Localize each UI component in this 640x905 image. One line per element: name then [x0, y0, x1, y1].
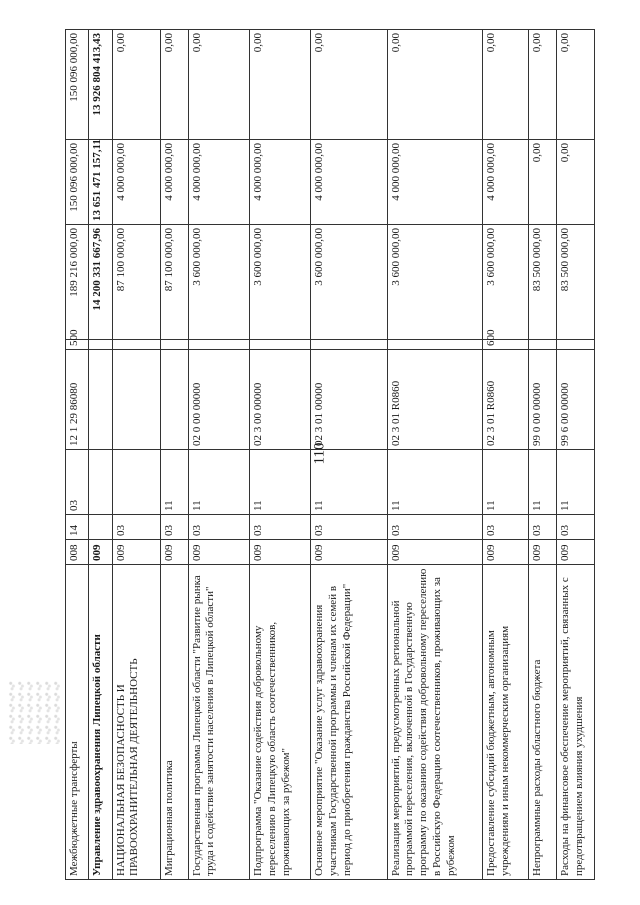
row-sum-1: 3 600 000,00	[482, 225, 529, 340]
row-csr	[161, 350, 189, 450]
row-rz: 03	[311, 515, 387, 540]
row-sum-1: 14 200 331 667,96	[89, 225, 112, 340]
row-sum-1: 83 500 000,00	[556, 225, 594, 340]
row-pr: 11	[556, 450, 594, 515]
row-rz: 03	[250, 515, 311, 540]
row-sum-2: 4 000 000,00	[482, 140, 529, 225]
row-vr: 600	[482, 340, 529, 350]
row-sum-2: 150 096 000,00	[66, 140, 89, 225]
row-grbs: 009	[161, 540, 189, 565]
table-row	[112, 30, 161, 880]
row-grbs: 009	[387, 540, 482, 565]
row-sum-3: 0,00	[529, 30, 557, 140]
row-sum-3: 0,00	[482, 30, 529, 140]
row-rz: 03	[556, 515, 594, 540]
row-name: Реализация мероприятий, предусмотренных региональной программой переселения, включенной в Государственную программу по оказанию содействия добровольному переселению в Российскую Федерацию соотечественников, проживающих за рубежом	[387, 565, 482, 880]
row-sum-3: 0,00	[556, 30, 594, 140]
row-sum-3: 150 096 000,00	[66, 30, 89, 140]
table-row	[529, 30, 557, 880]
row-name: НАЦИОНАЛЬНАЯ БЕЗОПАСНОСТЬ И ПРАВООХРАНИТЕЛЬНАЯ ДЕЯТЕЛЬНОСТЬ	[112, 565, 161, 880]
row-name: Управление здравоохранения Липецкой области	[89, 565, 112, 880]
row-sum-1: 3 600 000,00	[188, 225, 249, 340]
row-pr: 11	[188, 450, 249, 515]
row-name: Миграционная политика	[161, 565, 189, 880]
row-sum-3: 0,00	[188, 30, 249, 140]
table-row	[89, 30, 112, 880]
row-vr	[112, 340, 161, 350]
row-sum-2: 4 000 000,00	[112, 140, 161, 225]
row-sum-1: 3 600 000,00	[311, 225, 387, 340]
row-pr: 11	[387, 450, 482, 515]
row-vr	[161, 340, 189, 350]
page-number: 110	[311, 442, 328, 465]
row-sum-1: 3 600 000,00	[387, 225, 482, 340]
row-pr: 11	[161, 450, 189, 515]
row-grbs: 008	[66, 540, 89, 565]
row-sum-1: 83 500 000,00	[529, 225, 557, 340]
table-row	[482, 30, 529, 880]
row-grbs: 009	[311, 540, 387, 565]
row-rz: 03	[529, 515, 557, 540]
row-sum-2: 0,00	[529, 140, 557, 225]
row-name: Государственная программа Липецкой области "Развитие рынка труда и содействие занятости населения в Липецкой области"	[188, 565, 249, 880]
row-vr	[250, 340, 311, 350]
row-name: Непрограммные расходы областного бюджета	[529, 565, 557, 880]
row-pr: 11	[311, 450, 387, 515]
row-grbs: 009	[556, 540, 594, 565]
row-rz: 03	[112, 515, 161, 540]
table-row	[250, 30, 311, 880]
row-sum-3: 0,00	[161, 30, 189, 140]
row-csr: 12 1 29 86080	[66, 350, 89, 450]
row-sum-3: 0,00	[311, 30, 387, 140]
row-sum-1: 3 600 000,00	[250, 225, 311, 340]
row-vr	[188, 340, 249, 350]
row-name: Подпрограмма "Оказание содействия добровольному переселению в Липецкую область соотечественников, проживающих за рубежом"	[250, 565, 311, 880]
table-row	[387, 30, 482, 880]
row-vr: 500	[66, 340, 89, 350]
row-rz: 03	[482, 515, 529, 540]
row-pr	[112, 450, 161, 515]
row-vr	[387, 340, 482, 350]
row-rz	[89, 515, 112, 540]
row-pr: 03	[66, 450, 89, 515]
row-rz: 03	[387, 515, 482, 540]
row-grbs: 009	[482, 540, 529, 565]
row-sum-3: 0,00	[250, 30, 311, 140]
row-grbs: 009	[112, 540, 161, 565]
row-name: Расходы на финансовое обеспечение мероприятий, связанных с предотвращением влияния ухудшения	[556, 565, 594, 880]
row-csr: 02 3 01 00000	[311, 350, 387, 450]
row-grbs: 009	[89, 540, 112, 565]
row-sum-1: 189 216 000,00	[66, 225, 89, 340]
row-pr: 11	[529, 450, 557, 515]
row-vr	[89, 340, 112, 350]
row-name: Межбюджетные трансферты	[66, 565, 89, 880]
row-csr: 99 6 00 00000	[556, 350, 594, 450]
table-row	[188, 30, 249, 880]
row-csr	[112, 350, 161, 450]
row-sum-2: 0,00	[556, 140, 594, 225]
row-pr: 11	[250, 450, 311, 515]
row-grbs: 009	[188, 540, 249, 565]
table-row	[66, 30, 89, 880]
row-vr	[556, 340, 594, 350]
row-rz: 03	[161, 515, 189, 540]
row-csr: 02 3 01 R0860	[387, 350, 482, 450]
row-sum-3: 0,00	[112, 30, 161, 140]
row-csr: 02 0 00 00000	[188, 350, 249, 450]
row-sum-2: 4 000 000,00	[311, 140, 387, 225]
row-grbs: 009	[250, 540, 311, 565]
row-csr	[89, 350, 112, 450]
row-rz: 14	[66, 515, 89, 540]
row-sum-1: 87 100 000,00	[112, 225, 161, 340]
row-pr	[89, 450, 112, 515]
row-name: Основное мероприятие "Оказание услуг здравоохранения участникам Государственной программы и членам их семей в период до приобретения гражданства Российской Федерации"	[311, 565, 387, 880]
row-sum-2: 4 000 000,00	[250, 140, 311, 225]
row-csr: 02 3 01 R0860	[482, 350, 529, 450]
table-row	[161, 30, 189, 880]
row-csr: 02 3 00 00000	[250, 350, 311, 450]
row-pr: 11	[482, 450, 529, 515]
row-vr	[529, 340, 557, 350]
table-row	[556, 30, 594, 880]
budget-table	[65, 29, 595, 880]
row-grbs: 009	[529, 540, 557, 565]
row-sum-3: 0,00	[387, 30, 482, 140]
row-vr	[311, 340, 387, 350]
row-name: Предоставление субсидий бюджетным, автономным учреждениям и иным некоммерческим организациям	[482, 565, 529, 880]
row-sum-1: 87 100 000,00	[161, 225, 189, 340]
table-row	[311, 30, 387, 880]
row-sum-2: 4 000 000,00	[387, 140, 482, 225]
row-rz: 03	[188, 515, 249, 540]
stamp-mark	[8, 680, 60, 744]
row-csr: 99 0 00 00000	[529, 350, 557, 450]
row-sum-3: 13 926 804 413,43	[89, 30, 112, 140]
row-sum-2: 4 000 000,00	[188, 140, 249, 225]
row-sum-2: 13 651 471 157,11	[89, 140, 112, 225]
rotated-table-wrapper	[65, 30, 595, 880]
row-sum-2: 4 000 000,00	[161, 140, 189, 225]
